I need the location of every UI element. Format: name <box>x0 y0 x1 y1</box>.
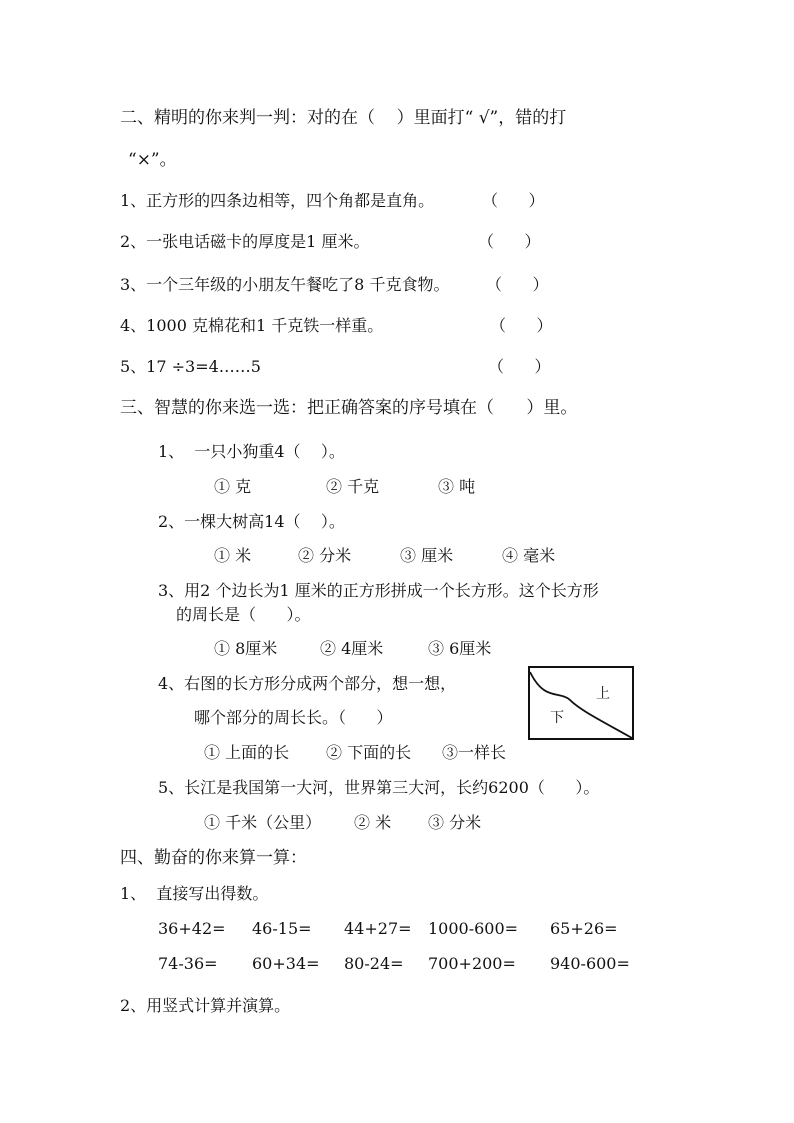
calc-problem: 700+200= <box>428 954 516 973</box>
choice-q3-stem-line1: 3、用2 个边长为1 厘米的正方形拼成一个长方形。这个长方形 <box>158 581 599 600</box>
section2-title-line1: 二、精明的你来判一判：对的在（ ）里面打“ √”，错的打 <box>120 108 567 128</box>
choice-q4-option-1[interactable]: ① 上面的长 <box>204 743 290 762</box>
calc-problem: 44+27= <box>344 919 412 938</box>
judge-item-3: 3、一个三年级的小朋友午餐吃了8 千克食物。 <box>120 275 450 294</box>
choice-q4-option-2[interactable]: ② 下面的长 <box>326 743 412 762</box>
calc-problem: 1000-600= <box>428 919 519 938</box>
calc-part1-title: 1、 直接写出得数。 <box>120 884 269 903</box>
choice-q1-option-1[interactable]: ① 克 <box>214 477 252 496</box>
section4-title: 四、勤奋的你来算一算： <box>120 848 307 868</box>
calc-problem: 60+34= <box>252 954 320 973</box>
judge-item-5: 5、17 ÷3=4……5 <box>120 357 261 376</box>
calc-problem: 940-600= <box>550 954 630 973</box>
choice-q5-stem: 5、长江是我国第一大河，世界第三大河，长约6200（ ）。 <box>158 778 600 797</box>
choice-q3-stem-line2: 的周长是（ ）。 <box>176 605 311 624</box>
choice-q2-option-3[interactable]: ③ 厘米 <box>400 546 454 565</box>
choice-q5-option-2[interactable]: ② 米 <box>354 813 392 832</box>
calc-problem: 65+26= <box>550 919 618 938</box>
choice-q5-option-3[interactable]: ③ 分米 <box>428 813 482 832</box>
choice-q4-stem-line2: 哪个部分的周长长。（ ） <box>194 708 393 727</box>
rectangle-figure <box>528 666 634 740</box>
judge-item-4: 4、1000 克棉花和1 千克铁一样重。 <box>120 316 384 335</box>
choice-q5-option-1[interactable]: ① 千米（公里） <box>204 813 322 832</box>
judge-item-5-answer-paren[interactable]: （ ） <box>488 357 551 376</box>
calc-problem: 74-36= <box>158 954 218 973</box>
choice-q4-option-3[interactable]: ③一样长 <box>442 743 507 762</box>
calc-part2-title: 2、用竖式计算并演算。 <box>120 996 291 1015</box>
judge-item-3-answer-paren[interactable]: （ ） <box>486 275 549 294</box>
choice-q2-option-2[interactable]: ② 分米 <box>298 546 352 565</box>
judge-item-2: 2、一张电话磁卡的厚度是1 厘米。 <box>120 232 370 251</box>
judge-item-1: 1、正方形的四条边相等，四个角都是直角。 <box>120 191 435 210</box>
calc-problem: 46-15= <box>252 919 312 938</box>
choice-q2-stem: 2、一棵大树高14（ ）。 <box>158 512 345 531</box>
choice-q1-option-2[interactable]: ② 千克 <box>326 477 380 496</box>
choice-q3-option-2[interactable]: ② 4厘米 <box>320 639 384 658</box>
choice-q1-option-3[interactable]: ③ 吨 <box>438 477 476 496</box>
judge-item-4-answer-paren[interactable]: （ ） <box>490 316 553 335</box>
figure-lower-label: 下 <box>550 710 564 726</box>
judge-item-2-answer-paren[interactable]: （ ） <box>478 232 541 251</box>
choice-q3-option-3[interactable]: ③ 6厘米 <box>428 639 492 658</box>
choice-q4-stem-line1: 4、右图的长方形分成两个部分，想一想， <box>158 674 457 693</box>
judge-item-1-answer-paren[interactable]: （ ） <box>482 191 545 210</box>
figure-upper-label: 上 <box>596 686 610 702</box>
section2-title-line2: “×”。 <box>128 150 177 170</box>
choice-q2-option-1[interactable]: ① 米 <box>214 546 252 565</box>
calc-problem: 36+42= <box>158 919 226 938</box>
choice-q1-stem: 1、 一只小狗重4（ ）。 <box>158 442 345 461</box>
rectangle-divider-curve <box>530 668 632 738</box>
choice-q3-option-1[interactable]: ① 8厘米 <box>214 639 278 658</box>
section3-title: 三、智慧的你来选一选：把正确答案的序号填在（ ）里。 <box>120 398 578 418</box>
calc-problem: 80-24= <box>344 954 404 973</box>
choice-q2-option-4[interactable]: ④ 毫米 <box>502 546 556 565</box>
